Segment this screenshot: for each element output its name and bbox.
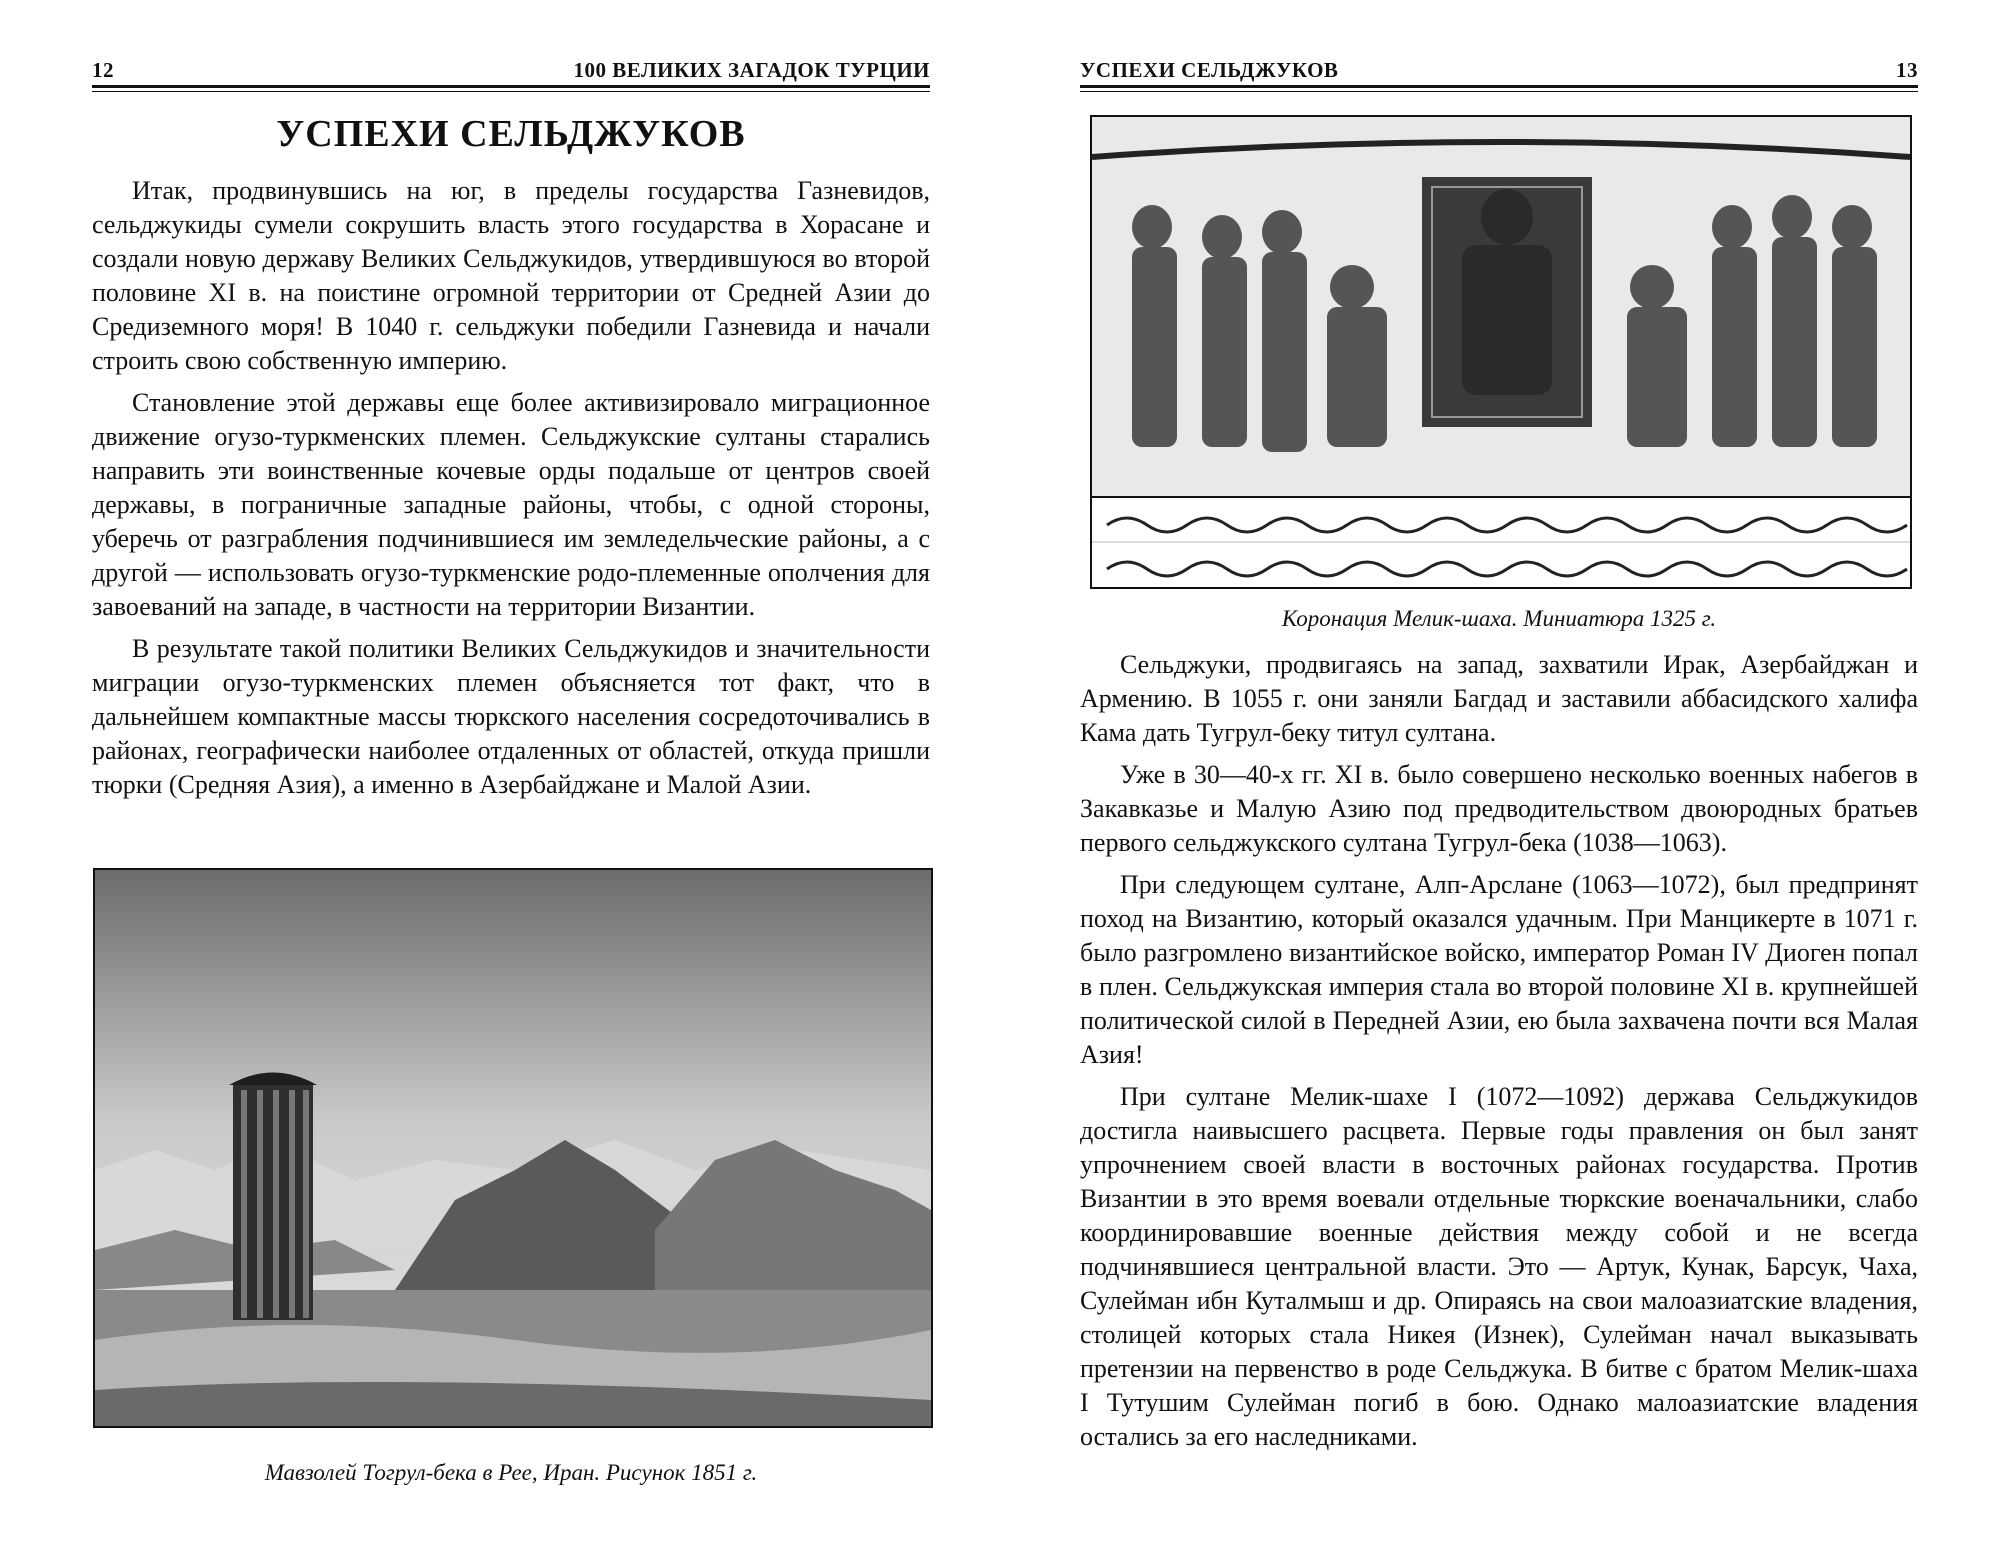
paragraph: При следующем султане, Алп-Арслане (1063—1072), был предпринят поход на Византию, который оказался удачным. При Манцикерте в 1071 г. было разгромлено византийское войско, император Роман IV Диоген попал в плен. Сельджукская империя стала во второй половине XI в. крупнейшей политической силой в Передней Азии, ею была захвачена почти вся Малая Азия! [1080,870,1918,1069]
left-body-text [92,174,930,810]
right-body-text [1080,648,1918,1462]
header-rule-right [1080,85,1918,88]
header-rule-left [92,85,930,88]
left-figure-caption: Мавзолей Тогрул-бека в Рее, Иран. Рисунок 1851 г. [264,1460,758,1485]
miniature-painting [1090,115,1912,589]
chapter-title: УСПЕХИ СЕЛЬДЖУКОВ [276,113,746,155]
right-figure-caption: Коронация Мелик-шаха. Миниатюра 1325 г. [1281,606,1717,631]
paragraph: При султане Мелик-шахе I (1072—1092) держава Сельджукидов достигла наивысшего расцвета. Первые годы правления он был занят упрочнением своей власти в восточных районах государства. Против Византии в это время воевали отдельные тюркские военачальники, слабо координировавшие военные действия между собой и не всегда подчинявшиеся центральной власти. Это — Артук, Кунак, Барсук, Чаха, Сулейман ибн Куталмыш и др. Опираясь на свои малоазиатские владения, столицей которых стала Никея (Изнек), Сулейман начал выказывать претензии на первенство в роде Сельджука. В битве с братом Мелик-шаха I Тутушим Сулейман погиб в бою. Однако малоазиатские владения остались за его наследниками. [1080,1082,1918,1451]
running-title-right: УСПЕХИ СЕЛЬДЖУКОВ [1080,58,1339,82]
page-number-right: 13 [1896,58,1918,82]
header-rule-right-thin [1080,91,1918,92]
right-page [1000,0,2000,1565]
header-rule-left-thin [92,91,930,92]
paragraph: Уже в 30—40-х гг. XI в. было совершено несколько военных набегов в Закавказье и Малую Азию под предводительством двоюродных братьев первого сельджукского султана Тугрул-бека (1038—1063). [1080,760,1918,857]
page-number-left: 12 [92,58,114,82]
running-title-left: 100 ВЕЛИКИХ ЗАГАДОК ТУРЦИИ [573,58,930,82]
mausoleum-engraving [93,868,933,1428]
paragraph: Становление этой державы еще более активизировало миграционное движение огузо-туркменских племен. Сельджукские султаны старались направить эти воинственные кочевые орды подальше от центров своей державы, в пограничные западные районы, чтобы, с одной стороны, уберечь от разграбления подчинившиеся им земледельческие районы, а с другой — использовать огузо-туркменские родо-племенные ополчения для завоеваний на западе, в частности на территории Византии. [92,388,930,621]
paragraph: Итак, продвинувшись на юг, в пределы государства Газневидов, сельджукиды сумели сокрушить власть этого государства в Хорасане и создали новую державу Великих Сельджукидов, утвердившуюся во второй половине XI в. на поистине огромной территории от Средней Азии до Средиземного моря! В 1040 г. сельджуки победили Газневида и начали строить свою собственную империю. [92,176,930,375]
paragraph: Сельджуки, продвигаясь на запад, захватили Ирак, Азербайджан и Армению. В 1055 г. они заняли Багдад и заставили аббасидского халифа Кама дать Тугрул-беку титул султана. [1080,650,1918,747]
paragraph: В результате такой политики Великих Сельджукидов и значительности миграции огузо-туркменских племен объясняется тот факт, что в дальнейшем компактные массы тюркского населения сосредоточивались в районах, географически наиболее отдаленных от областей, откуда пришли тюрки (Средняя Азия), а именно в Азербайджане и Малой Азии. [92,634,930,799]
tower-icon [229,1073,317,1321]
